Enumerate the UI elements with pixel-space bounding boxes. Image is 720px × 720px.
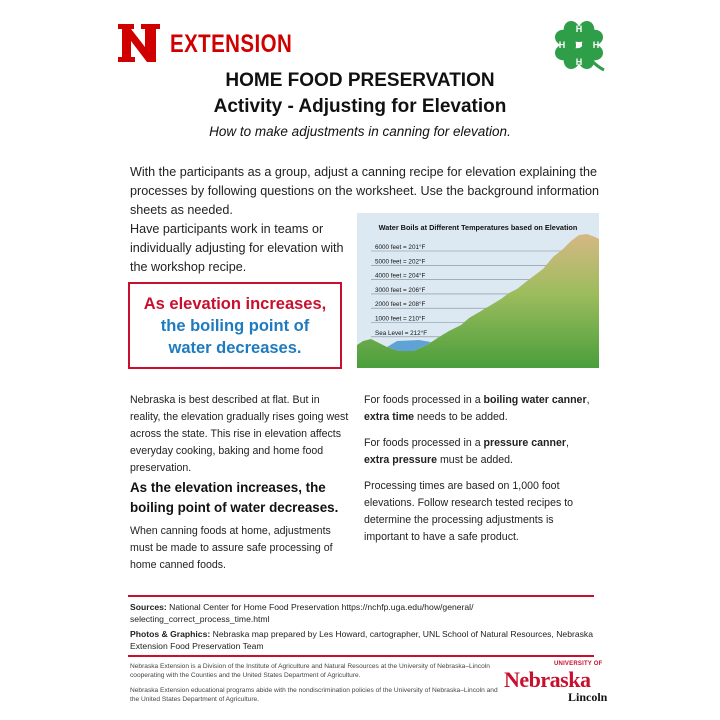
- elevation-label: 6000 feet = 201°F: [375, 244, 426, 251]
- divider-top: [128, 595, 594, 597]
- unl-university-text: UNIVERSITY OF: [554, 661, 603, 667]
- callout-box: [128, 282, 342, 369]
- elevation-label: 4000 feet = 204°F: [375, 272, 426, 280]
- callout-line-3: water decreases.: [168, 339, 302, 357]
- footer-division-text: Nebraska Extension is a Division of the Institute of Agriculture and Natural Resources at the University of Nebraska–Lincoln cooperating with the Counties and the United States Department of Agriculture.: [130, 663, 490, 679]
- photos-credit: Photos & Graphics: Nebraska map prepared by Les Howard, cartographer, UNL School of Natural Resources, Nebraska Extension Food Preservation Team: [130, 629, 593, 651]
- unl-lincoln-text: Lincoln: [568, 690, 608, 704]
- nebraska-paragraph: Nebraska is best described at flat. But in reality, the elevation gradually rises going west across the state. This rise in elevation affects everyday cooking, baking and home food preservation.: [130, 394, 349, 474]
- callout-line-1: As elevation increases,: [143, 295, 327, 313]
- svg-text:H: H: [592, 40, 600, 50]
- elevation-heading: As the elevation increases, the boiling point of water decreases.: [130, 480, 339, 515]
- elevation-label: 1000 feet = 210°F: [375, 315, 426, 323]
- elevation-label: 5000 feet = 202°F: [375, 258, 426, 266]
- elevation-label: 3000 feet = 206°F: [375, 286, 426, 294]
- boiling-water-paragraph: For foods processed in a boiling water canner, extra time needs to be added.: [364, 394, 590, 423]
- footer-policy-text: Nebraska Extension educational programs abide with the nondiscrimination policies of the University of Nebraska–Lincoln and the United States Department of Agriculture.: [130, 687, 498, 703]
- callout-line-2: the boiling point of: [160, 317, 310, 335]
- right-column: [364, 392, 596, 555]
- svg-text:H: H: [575, 57, 583, 67]
- extension-wordmark: EXTENSION: [170, 30, 293, 58]
- teams-paragraph: Have participants work in teams or individually adjusting for elevation with the workshop recipe.: [130, 222, 344, 274]
- page-title: HOME FOOD PRESERVATION: [225, 70, 495, 91]
- elevation-chart: [357, 213, 599, 368]
- processing-times-paragraph: Processing times are based on 1,000 foot elevations. Follow research tested recipes to determine the processing adjustments is important to have a safe product.: [364, 480, 574, 543]
- intro-paragraph: With the participants as a group, adjust a canning recipe for elevation explaining the processes by following questions on the worksheet. Use the background information sheets as needed.: [130, 165, 600, 217]
- sources-text: Sources: National Center for Home Food Preservation https://nchfp.uga.edu/how/general/ selecting_correct_process_time.html: [130, 602, 474, 624]
- pressure-canner-paragraph: For foods processed in a pressure canner, extra pressure must be added.: [364, 437, 569, 466]
- page-subtitle: How to make adjustments in canning for elevation.: [209, 124, 511, 139]
- elevation-label: Sea Level = 212°F: [375, 329, 428, 337]
- nebraska-n-logo: [116, 20, 162, 66]
- four-h-clover-icon: [548, 14, 610, 76]
- svg-text:H: H: [558, 40, 566, 50]
- activity-title: Activity - Adjusting for Elevation: [213, 96, 507, 117]
- unl-nebraska-wordmark: Nebraska: [504, 667, 591, 692]
- elevation-label: 2000 feet = 208°F: [375, 301, 426, 309]
- svg-text:H: H: [575, 24, 583, 34]
- canning-paragraph: When canning foods at home, adjustments must be made to assure safe processing of home canned foods.: [130, 525, 333, 571]
- divider-bottom: [128, 655, 594, 657]
- chart-title: Water Boils at Different Temperatures based on Elevation: [378, 223, 578, 232]
